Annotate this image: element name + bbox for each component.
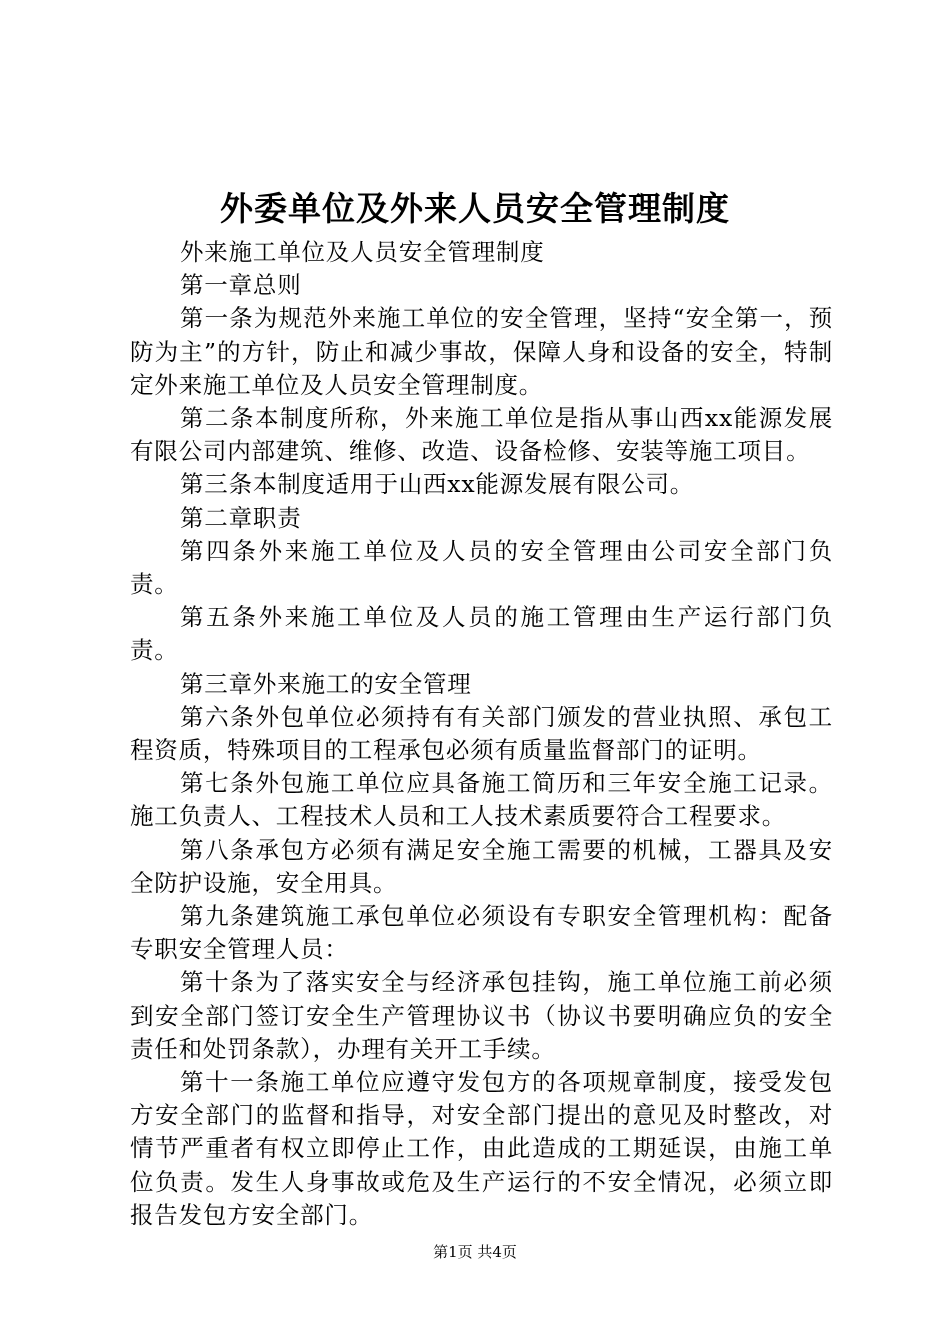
chapter-heading-1: 第一章总则 [180, 271, 302, 300]
article-9: 第九条建筑施工承包单位必须设有专职安全管理机构：配备专职安全管理人员： [130, 902, 833, 964]
article-2: 第二条本制度所称，外来施工单位是指从事山西xx能源发展有限公司内部建筑、维修、改造、设备检修、安装等施工项目。 [130, 404, 833, 466]
page-footer [0, 1242, 950, 1262]
article-11: 第十一条施工单位应遵守发包方的各项规章制度，接受发包方安全部门的监督和指导，对安全部门提出的意见及时整改，对情节严重者有权立即停止工作，由此造成的工期延误，由施工单位负责。发生人身事故或危及生产运行的不安全情况，必须立即报告发包方安全部门。 [130, 1068, 833, 1229]
chapter-heading-2: 第二章职责 [180, 503, 302, 532]
page-number: 第1页 共4页 [433, 1243, 517, 1261]
document-body [130, 236, 833, 1232]
article-4: 第四条外来施工单位及人员的安全管理由公司安全部门负责。 [130, 536, 833, 599]
paragraph-subtitle: 外来施工单位及人员安全管理制度 [180, 238, 545, 266]
article-3: 第三条本制度适用于山西xx能源发展有限公司。 [180, 470, 695, 499]
article-1: 第一条为规范外来施工单位的安全管理，坚持“安全第一，预防为主”的方针，防止和减少事故，保障人身和设备的安全，特制定外来施工单位及人员安全管理制度。 [130, 304, 833, 399]
article-5: 第五条外来施工单位及人员的施工管理由生产运行部门负责。 [130, 603, 833, 665]
article-10: 第十条为了落实安全与经济承包挂钩，施工单位施工前必须到安全部门签订安全生产管理协议书（协议书要明确应负的安全责任和处罚条款），办理有关开工手续。 [130, 968, 833, 1063]
article-8: 第八条承包方必须有满足安全施工需要的机械，工器具及安全防护设施，安全用具。 [130, 835, 833, 897]
chapter-heading-3: 第三章外来施工的安全管理 [180, 669, 472, 698]
article-6: 第六条外包单位必须持有有关部门颁发的营业执照、承包工程资质，特殊项目的工程承包必须有质量监督部门的证明。 [130, 702, 833, 765]
article-7: 第七条外包施工单位应具备施工简历和三年安全施工记录。施工负责人、工程技术人员和工人技术素质要符合工程要求。 [130, 769, 833, 831]
document-title: 外委单位及外来人员安全管理制度 [220, 189, 730, 228]
